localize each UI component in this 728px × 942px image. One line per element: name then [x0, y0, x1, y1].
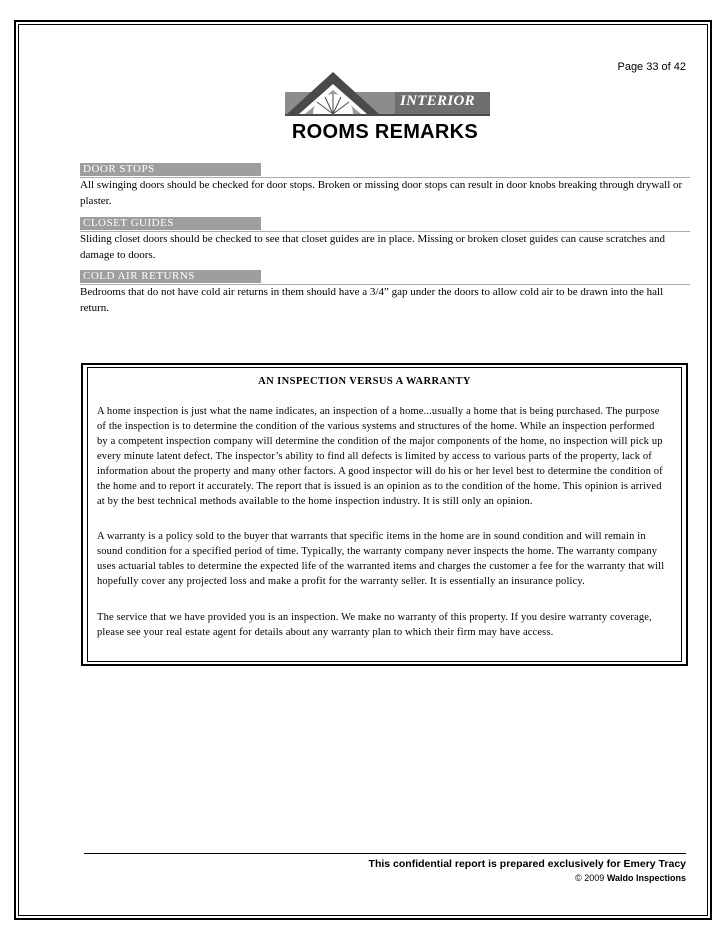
remark-door-stops [80, 163, 690, 209]
remark-divider [80, 231, 690, 232]
section-title-text: ROOMS REMARKS [291, 121, 479, 143]
remark-closet-guides [80, 217, 690, 263]
remark-divider [80, 284, 690, 285]
section-title [0, 121, 728, 144]
disclaimer-paragraph-warranty: A warranty is a policy sold to the buyer that warrants that specific items in the home are in sound condition and will remain in sound condition for a specified period of time. Typically, the warranty company never inspects the home. The warranty company uses actuarial tables to determine the expected life of the warranted items and charges the customer a fee for the warranty that will hopefully cover any projected loss and make a profit for the warranty seller. It is essentially an insurance policy. [97, 531, 665, 587]
disclaimer-paragraph-service: The service that we have provided you is an inspection. We make no warranty of this property. If you desire warranty coverage, please see your real estate agent for details about any warranty plan to which their firm may have access. [97, 612, 652, 638]
footer-confidential: This confidential report is prepared exclusively for Emery Tracy [368, 858, 686, 870]
disclaimer-title-text: AN INSPECTION VERSUS A WARRANTY [258, 376, 471, 387]
disclaimer-title [87, 376, 682, 387]
remark-text: Sliding closet doors should be checked to see that closet guides are in place. Missing or broken closet guides can cause scratches and damage to doors. [80, 233, 665, 261]
remark-label: CLOSET GUIDES [80, 217, 261, 230]
company-name: Waldo Inspections [606, 873, 686, 883]
footer-copyright [575, 873, 686, 883]
remark-cold-air-returns [80, 270, 690, 316]
logo-text: INTERIOR [400, 93, 475, 109]
remark-label: DOOR STOPS [80, 163, 261, 176]
remark-text: Bedrooms that do not have cold air returns in them should have a 3/4” gap under the doors to allow cold air to be drawn into the hall return. [80, 286, 664, 314]
disclaimer-paragraph-inspection: A home inspection is just what the name indicates, an inspection of a home...usually a home that is being purchased. The purpose of the inspection is to determine the condition of the various systems and structures of the home. While an inspection performed by a competent inspection company will determine the condition of the major components of the home, no inspection will pick up every minute latent defect. The inspector’s ability to find all defects is limited by access to various parts of the property, lack of information about the property and many other factors. A good inspector will do his or her level best to determine the condition of the home and to report it accurately. The report that is issued is an opinion as to the condition of the home. This opinion is arrived at by the best technical methods available to the home inspection industry. It is still only an opinion. [97, 406, 663, 507]
remark-label: COLD AIR RETURNS [80, 270, 261, 283]
copyright-year: © 2009 [575, 873, 605, 883]
remark-divider [80, 177, 690, 178]
remark-text: All swinging doors should be checked for door stops. Broken or missing door stops can result in door knobs breaking through drywall or plaster. [80, 179, 683, 207]
page-number: Page 33 of 42 [617, 61, 686, 73]
footer-rule [84, 853, 686, 854]
